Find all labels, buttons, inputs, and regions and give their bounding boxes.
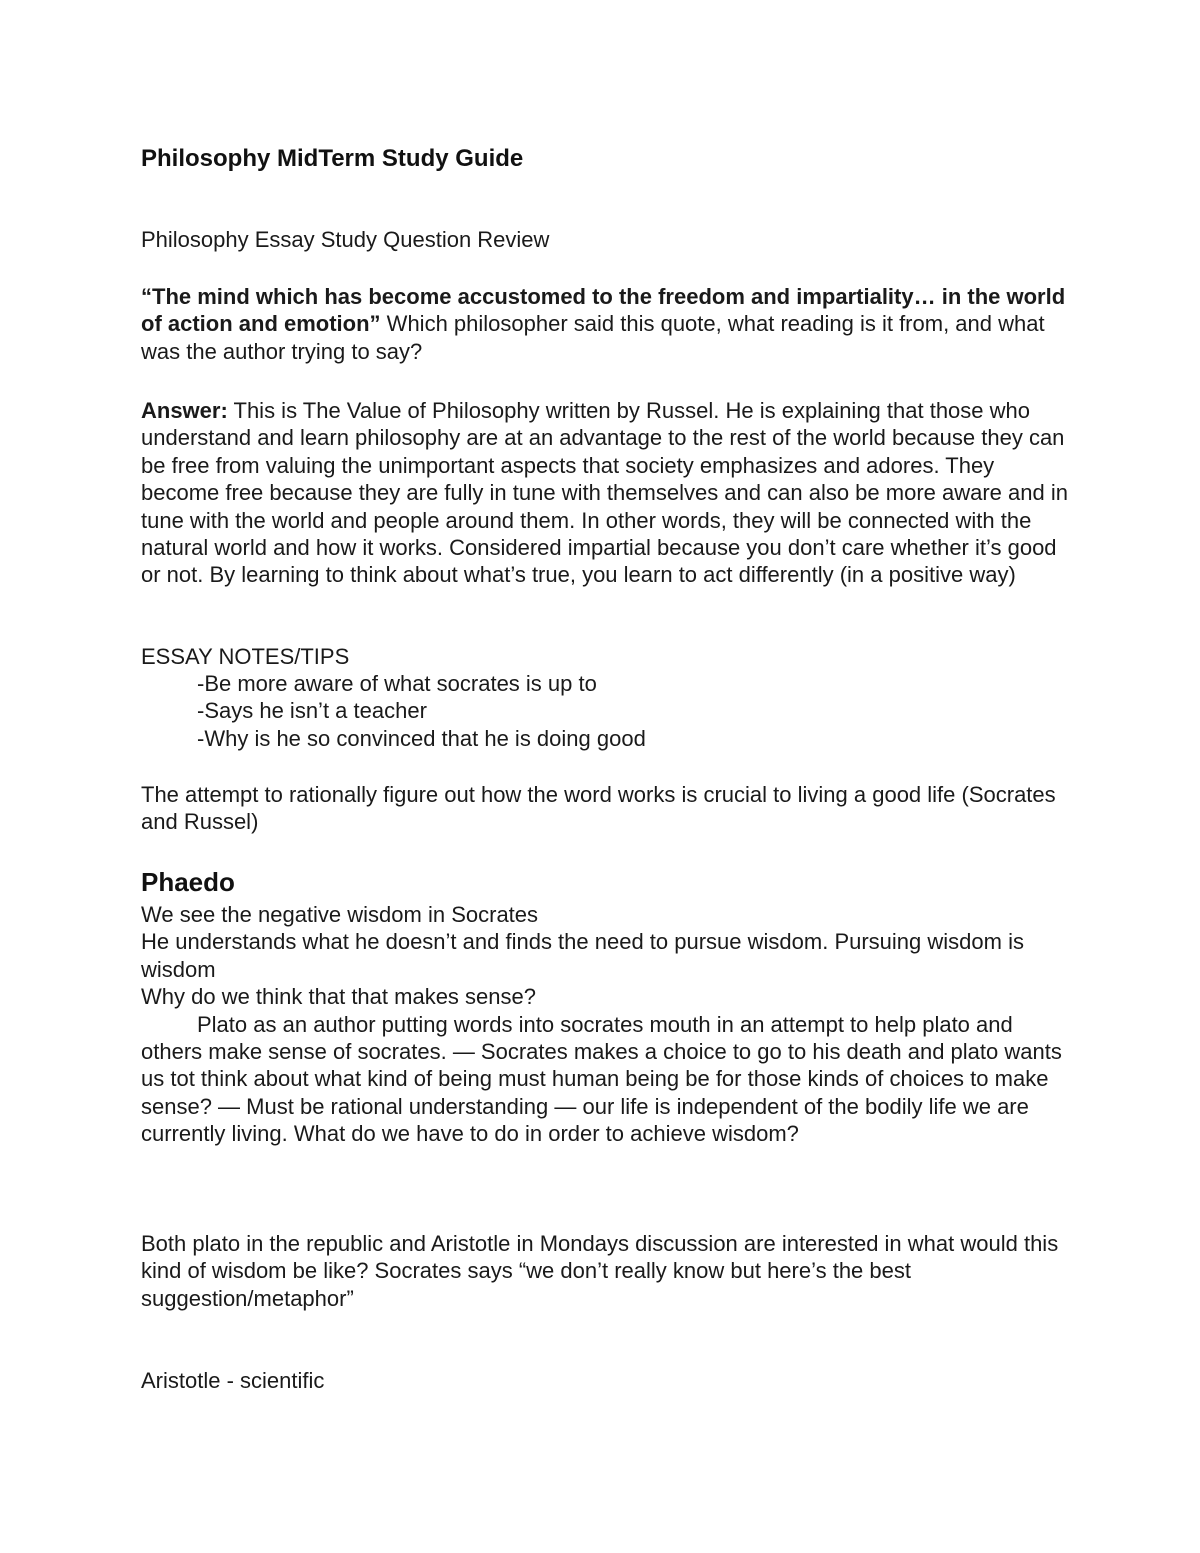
phaedo-line: We see the negative wisdom in Socrates	[141, 902, 539, 927]
essay-note-item: -Says he isn’t a teacher	[197, 698, 427, 724]
essay-notes-list	[197, 670, 646, 752]
answer-paragraph	[141, 397, 1071, 589]
study-question	[141, 283, 1071, 365]
essay-notes-heading: ESSAY NOTES/TIPS	[141, 644, 350, 669]
answer-text: This is The Value of Philosophy written by Russel. He is explaining that those who understand and learn philosophy are at an advantage to the rest of the world because they can be free from valuing the unimportant aspects that society emphasizes and adores. They become free because they are fully in tune with themselves and can also be more aware and in tune with the world and people around them. In other words, they will be connected with the natural world and how it works. Considered impartial because you don’t care whether it’s good or not. By learning to think about what’s true, you learn to act differently (in a positive way)	[141, 398, 1068, 588]
answer-label: Answer:	[141, 398, 228, 423]
question-text: Which philosopher said this quote, what reading is it from, and what was the author trying to say?	[141, 311, 1045, 364]
both-paragraph: Both plato in the republic and Aristotle in Mondays discussion are interested in what would this kind of wisdom be like? Socrates says “we don’t really know but here’s the best suggestion/metaphor”	[141, 1231, 1059, 1311]
essay-note-item: -Why is he so convinced that he is doing good	[197, 725, 646, 751]
phaedo-lines	[141, 901, 1071, 1148]
question-quote: “The mind which has become accustomed to the freedom and impartiality… in the world of action and emotion”	[141, 284, 1066, 337]
phaedo-line: He understands what he doesn’t and finds the need to pursue wisdom. Pursuing wisdom is wisdom	[141, 929, 1024, 982]
phaedo-heading: Phaedo	[141, 867, 235, 897]
phaedo-line: Why do we think that that makes sense?	[141, 984, 536, 1010]
attempt-paragraph: The attempt to rationally figure out how the word works is crucial to living a good life (Socrates and Russel)	[141, 782, 1056, 835]
essay-note-item: -Be more aware of what socrates is up to	[197, 671, 597, 696]
document-title: Philosophy MidTerm Study Guide	[141, 145, 524, 172]
phaedo-paragraph: Plato as an author putting words into socrates mouth in an attempt to help plato and others make sense of socrates. — Socrates makes a choice to go to his death and plato wants us tot think about what kind of being must human being be for those kinds of choices to make sense? — Must be rational understanding — our life is independent of the bodily life we are currently living. What do we have to do in order to achieve wisdom?	[141, 1011, 1062, 1147]
document-subtitle: Philosophy Essay Study Question Review	[141, 227, 550, 252]
aristotle-line: Aristotle - scientific	[141, 1368, 325, 1393]
